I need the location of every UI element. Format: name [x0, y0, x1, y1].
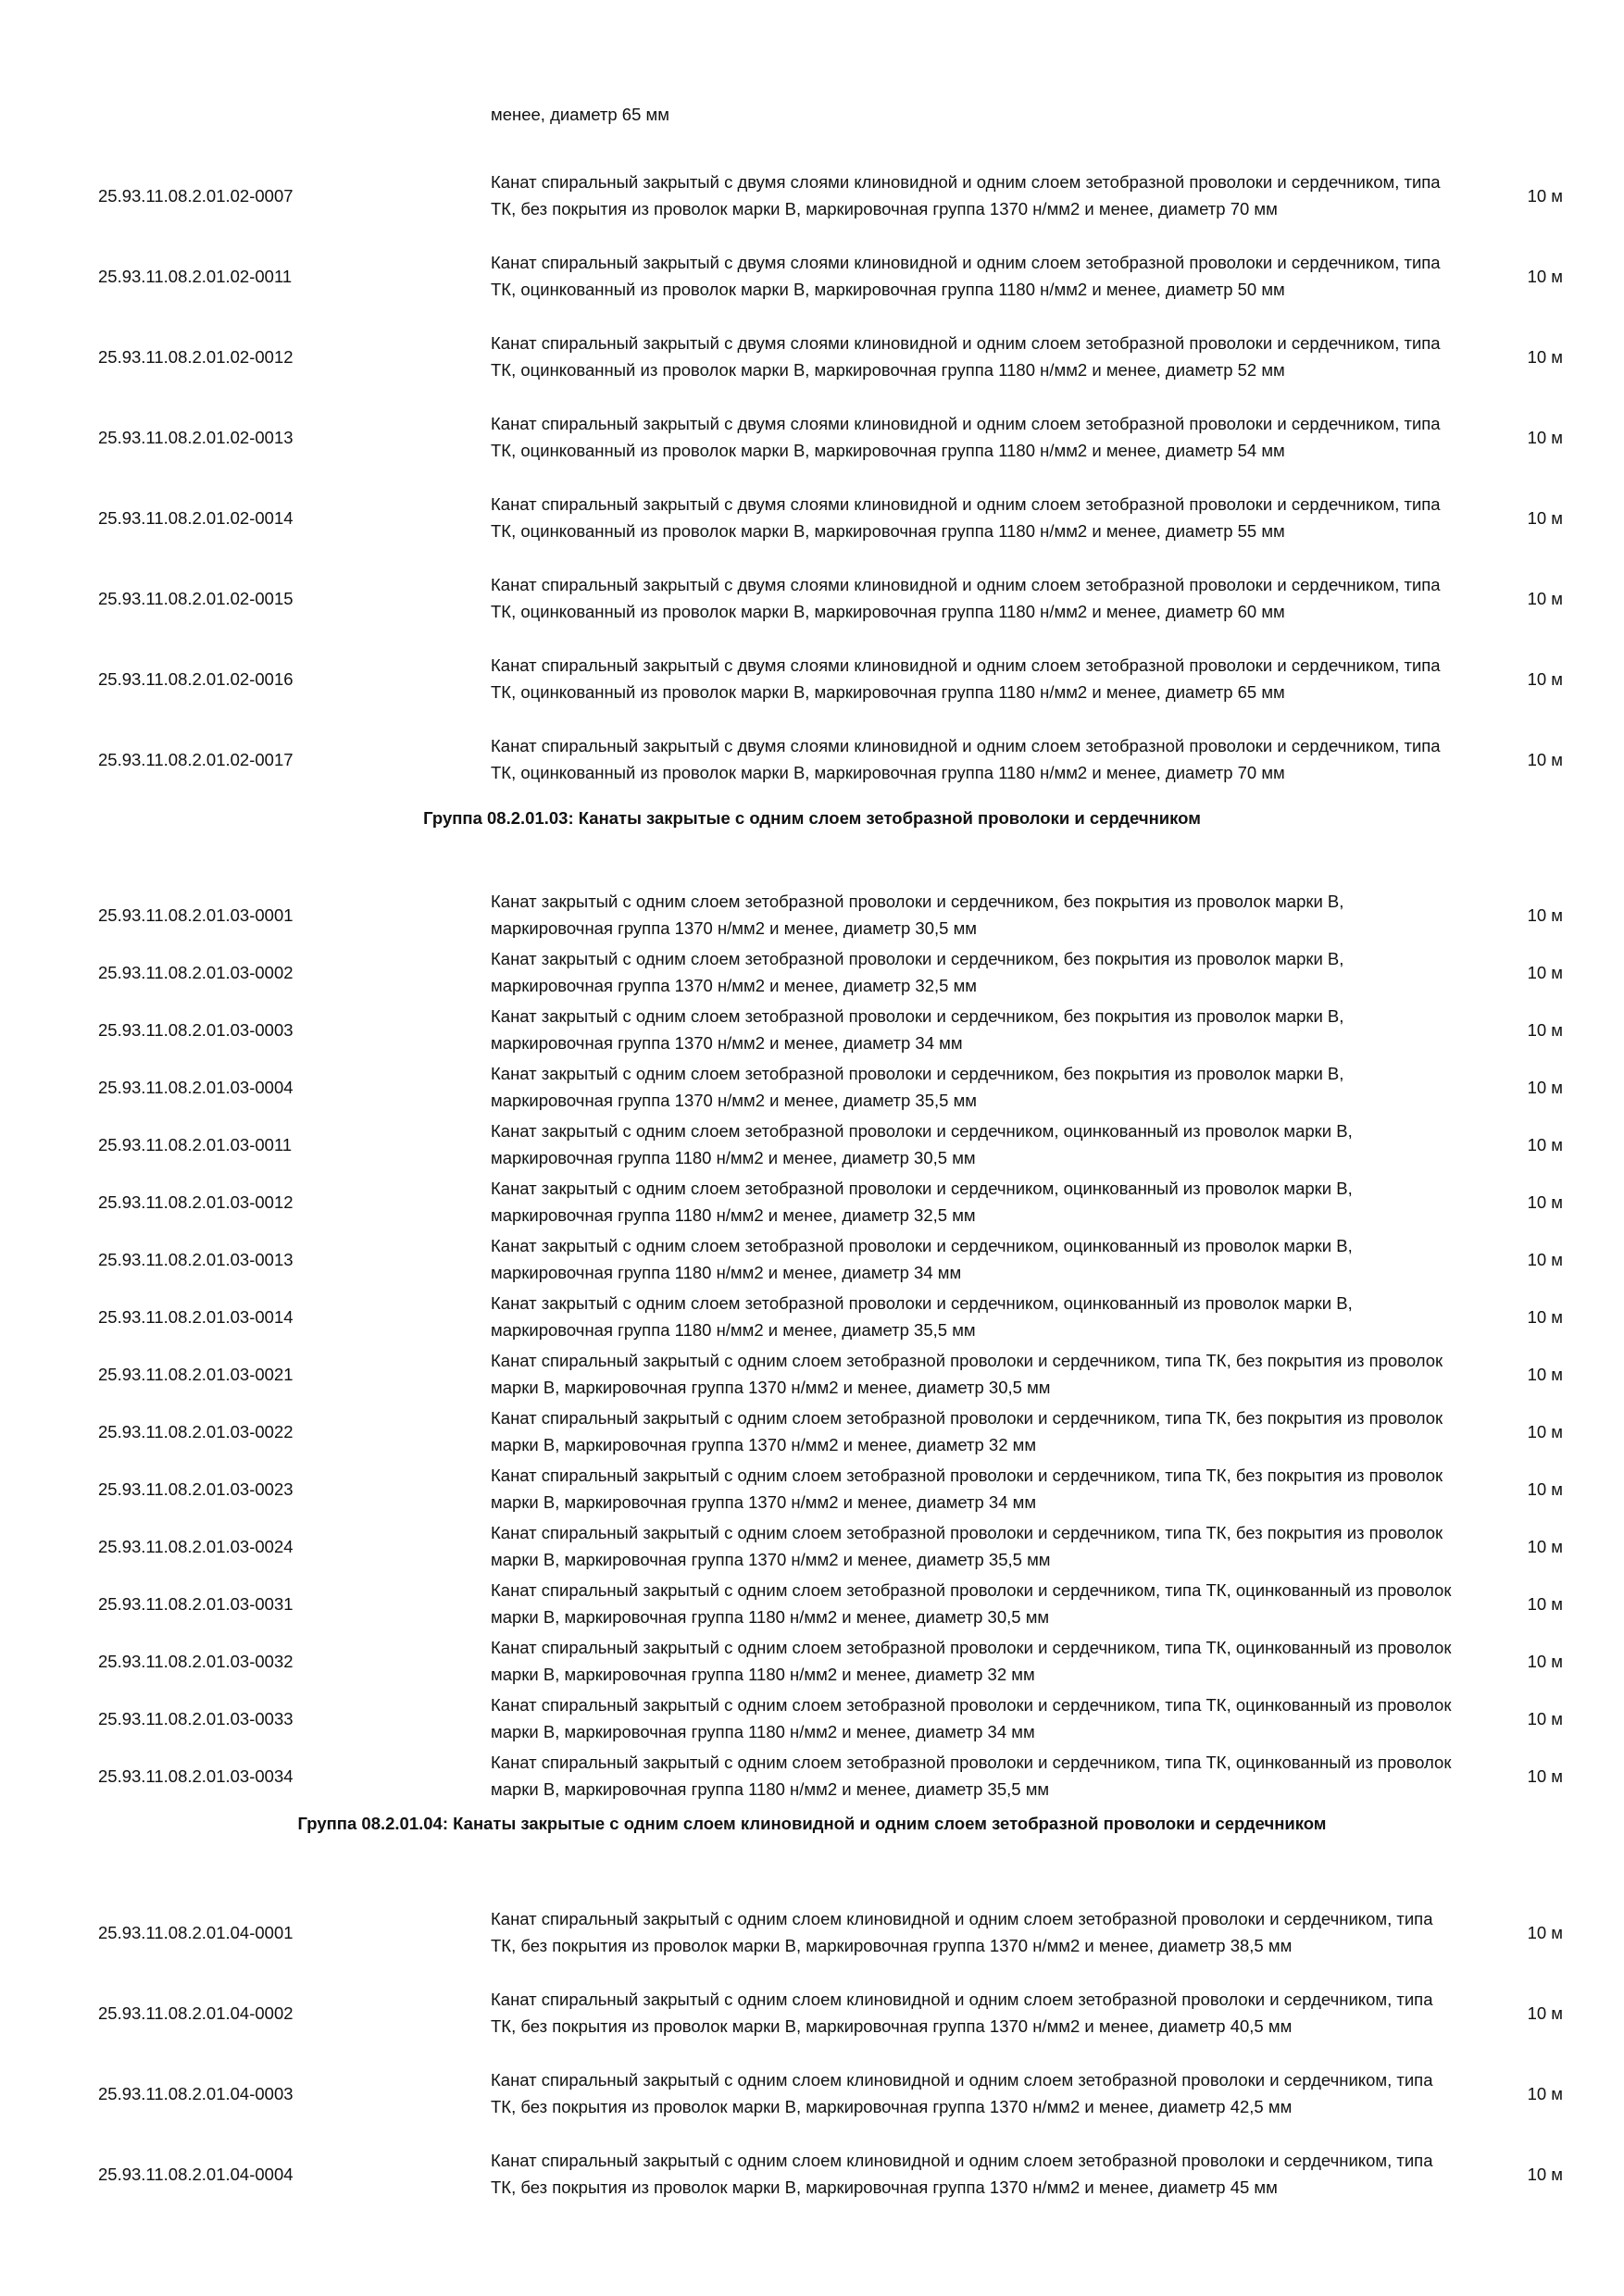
item-unit: 10 м: [1527, 1479, 1563, 1499]
table-row: [0, 1691, 1624, 1748]
item-description: [491, 1461, 1454, 1518]
item-code: 25.93.11.08.2.01.02-0014: [98, 507, 294, 528]
item-code: 25.93.11.08.2.01.02-0013: [98, 427, 294, 447]
table-row: [0, 1231, 1624, 1289]
item-description: [491, 1117, 1454, 1174]
item-unit: 10 м: [1527, 1922, 1563, 1942]
item-description: [491, 2053, 1454, 2134]
item-description: [491, 1059, 1454, 1117]
item-description: [491, 1404, 1454, 1461]
item-description: [491, 1231, 1454, 1289]
item-code: 25.93.11.08.2.01.02-0007: [98, 185, 294, 206]
table-row: [0, 1892, 1624, 1973]
item-description: [491, 1973, 1454, 2053]
item-description: [491, 1002, 1454, 1059]
item-unit: 10 м: [1527, 749, 1563, 769]
table-row: [0, 1289, 1624, 1346]
item-description-text: Канат спиральный закрытый с одним слоем зетобразной проволоки и сердечником, типа ТК, без покрытия из проволок марки В, маркировочная группа 1370 н/мм2 и менее, диаметр 30,5 мм: [491, 1351, 1443, 1397]
item-code: 25.93.11.08.2.01.03-0024: [98, 1537, 294, 1556]
item-description-text: Канат спиральный закрытый с одним слоем зетобразной проволоки и сердечником, типа ТК, без покрытия из проволок марки В, маркировочная группа 1370 н/мм2 и менее, диаметр 35,5 мм: [491, 1523, 1443, 1569]
item-description: [491, 944, 1454, 1002]
table-row: [0, 397, 1624, 478]
item-description-text: Канат закрытый с одним слоем зетобразной проволоки и сердечником, оцинкованный из проволок марки В, маркировочная группа 1180 н/мм2 и менее, диаметр 30,5 мм: [491, 1121, 1353, 1167]
item-description-text: Канат закрытый с одним слоем зетобразной проволоки и сердечником, без покрытия из проволок марки В, маркировочная группа 1370 н/мм2 и менее, диаметр 35,5 мм: [491, 1064, 1344, 1110]
item-description-text: Канат спиральный закрытый с двумя слоями клиновидной и одним слоем зетобразной проволоки и сердечником, типа ТК, оцинкованный из проволок марки В, маркировочная группа 1180 н/мм2 и менее, диаметр 70 мм: [491, 735, 1441, 782]
item-description: [491, 1518, 1454, 1576]
table-row: [0, 1117, 1624, 1174]
table-row: [0, 1518, 1624, 1576]
item-code: 25.93.11.08.2.01.03-0022: [98, 1422, 294, 1441]
item-unit: 10 м: [1527, 2164, 1563, 2184]
group-title: Группа 08.2.01.03: Канаты закрытые с одним слоем зетобразной проволоки и сердечником: [423, 808, 1201, 828]
item-description-text: Канат закрытый с одним слоем зетобразной проволоки и сердечником, без покрытия из проволок марки В, маркировочная группа 1370 н/мм2 и менее, диаметр 34 мм: [491, 1006, 1344, 1053]
item-description-text: Канат спиральный закрытый с двумя слоями клиновидной и одним слоем зетобразной проволоки и сердечником, типа ТК, оцинкованный из проволок марки В, маркировочная группа 1180 н/мм2 и менее, диаметр 55 мм: [491, 493, 1441, 541]
item-description-text: Канат закрытый с одним слоем зетобразной проволоки и сердечником, оцинкованный из проволок марки В, маркировочная группа 1180 н/мм2 и менее, диаметр 34 мм: [491, 1236, 1353, 1282]
item-unit: 10 м: [1527, 1537, 1563, 1556]
item-unit: 10 м: [1527, 1766, 1563, 1786]
group-heading: [0, 1805, 1624, 1892]
item-unit: 10 м: [1527, 2003, 1563, 2023]
item-code: 25.93.11.08.2.01.03-0011: [98, 1135, 293, 1154]
item-unit: 10 м: [1527, 1078, 1563, 1097]
item-code: 25.93.11.08.2.01.02-0012: [98, 346, 294, 367]
table-row: [0, 1002, 1624, 1059]
table-row: [0, 558, 1624, 639]
group-heading: [0, 800, 1624, 887]
item-unit: 10 м: [1527, 963, 1563, 982]
item-description-text: Канат спиральный закрытый с одним слоем клиновидной и одним слоем зетобразной проволоки и сердечником, типа ТК, без покрытия из проволок марки В, маркировочная группа 1370 н/мм2 и менее, диаметр 38,5 мм: [491, 1908, 1433, 1955]
table-row: [0, 1633, 1624, 1691]
item-unit: 10 м: [1527, 1192, 1563, 1212]
item-description: [491, 156, 1454, 236]
item-unit: 10 м: [1527, 185, 1563, 206]
table-row: [0, 236, 1624, 317]
item-unit: 10 м: [1527, 346, 1563, 367]
item-description: [491, 1174, 1454, 1231]
item-unit: 10 м: [1527, 1422, 1563, 1441]
table-row: [0, 1404, 1624, 1461]
item-code: 25.93.11.08.2.01.02-0011: [98, 266, 293, 286]
table-row: [0, 944, 1624, 1002]
item-description: [491, 1892, 1454, 1973]
item-description-text: Канат спиральный закрытый с одним слоем зетобразной проволоки и сердечником, типа ТК, оцинкованный из проволок марки В, маркировочная группа 1180 н/мм2 и менее, диаметр 32 мм: [491, 1638, 1452, 1684]
item-code: 25.93.11.08.2.01.03-0014: [98, 1307, 294, 1327]
item-code: 25.93.11.08.2.01.03-0003: [98, 1020, 294, 1040]
item-unit: 10 м: [1527, 1709, 1563, 1728]
item-description: [491, 236, 1454, 317]
item-unit: 10 м: [1527, 427, 1563, 447]
item-code: 25.93.11.08.2.01.04-0001: [98, 1922, 294, 1942]
item-unit: 10 м: [1527, 1365, 1563, 1384]
item-description: [491, 719, 1454, 800]
item-description: [491, 2134, 1454, 2215]
item-description: [491, 1748, 1454, 1805]
table-row: [0, 1576, 1624, 1633]
price-list: [0, 156, 1624, 2215]
item-code: 25.93.11.08.2.01.03-0023: [98, 1479, 294, 1499]
item-unit: 10 м: [1527, 1250, 1563, 1269]
table-row: [0, 1059, 1624, 1117]
item-code: 25.93.11.08.2.01.03-0031: [98, 1594, 294, 1614]
table-row: [0, 887, 1624, 944]
item-description-text: Канат спиральный закрытый с одним слоем зетобразной проволоки и сердечником, типа ТК, без покрытия из проволок марки В, маркировочная группа 1370 н/мм2 и менее, диаметр 32 мм: [491, 1408, 1443, 1454]
item-description-text: Канат спиральный закрытый с одним слоем клиновидной и одним слоем зетобразной проволоки и сердечником, типа ТК, без покрытия из проволок марки В, маркировочная группа 1370 н/мм2 и менее, диаметр 45 мм: [491, 2150, 1433, 2197]
continuation-text: менее, диаметр 65 мм: [491, 105, 669, 124]
item-code: 25.93.11.08.2.01.03-0013: [98, 1250, 294, 1269]
item-description-text: Канат спиральный закрытый с двумя слоями клиновидной и одним слоем зетобразной проволоки и сердечником, типа ТК, без покрытия из проволок марки В, маркировочная группа 1370 н/мм2 и менее, диаметр 70 мм: [491, 171, 1441, 218]
item-description-text: Канат спиральный закрытый с двумя слоями клиновидной и одним слоем зетобразной проволоки и сердечником, типа ТК, оцинкованный из проволок марки В, маркировочная группа 1180 н/мм2 и менее, диаметр 50 мм: [491, 252, 1441, 299]
item-unit: 10 м: [1527, 1020, 1563, 1040]
item-code: 25.93.11.08.2.01.03-0012: [98, 1192, 294, 1212]
item-description-text: Канат закрытый с одним слоем зетобразной проволоки и сердечником, без покрытия из проволок марки В, маркировочная группа 1370 н/мм2 и менее, диаметр 32,5 мм: [491, 949, 1344, 995]
item-code: 25.93.11.08.2.01.02-0016: [98, 668, 294, 689]
item-description-text: Канат закрытый с одним слоем зетобразной проволоки и сердечником, оцинкованный из проволок марки В, маркировочная группа 1180 н/мм2 и менее, диаметр 35,5 мм: [491, 1293, 1353, 1340]
table-row: [0, 2053, 1624, 2134]
table-row: [0, 1346, 1624, 1404]
item-code: 25.93.11.08.2.01.03-0004: [98, 1078, 294, 1097]
item-description: [491, 1346, 1454, 1404]
item-description: [491, 1576, 1454, 1633]
table-row: [0, 719, 1624, 800]
item-description-text: Канат спиральный закрытый с одним слоем зетобразной проволоки и сердечником, типа ТК, оцинкованный из проволок марки В, маркировочная группа 1180 н/мм2 и менее, диаметр 34 мм: [491, 1695, 1452, 1741]
item-unit: 10 м: [1527, 2083, 1563, 2103]
item-unit: 10 м: [1527, 905, 1563, 925]
item-description: [491, 639, 1454, 719]
item-unit: 10 м: [1527, 266, 1563, 286]
item-description-text: Канат спиральный закрытый с одним слоем клиновидной и одним слоем зетобразной проволоки и сердечником, типа ТК, без покрытия из проволок марки В, маркировочная группа 1370 н/мм2 и менее, диаметр 40,5 мм: [491, 1989, 1433, 2036]
item-description-text: Канат спиральный закрытый с двумя слоями клиновидной и одним слоем зетобразной проволоки и сердечником, типа ТК, оцинкованный из проволок марки В, маркировочная группа 1180 н/мм2 и менее, диаметр 65 мм: [491, 655, 1441, 702]
table-row: [0, 2134, 1624, 2215]
item-unit: 10 м: [1527, 668, 1563, 689]
item-description: [491, 887, 1454, 944]
table-row: [0, 1748, 1624, 1805]
item-code: 25.93.11.08.2.01.04-0002: [98, 2003, 294, 2023]
table-row: [0, 1174, 1624, 1231]
table-row: [0, 317, 1624, 397]
item-code: 25.93.11.08.2.01.03-0032: [98, 1652, 294, 1671]
table-row: [0, 156, 1624, 236]
item-description-text: Канат спиральный закрытый с двумя слоями клиновидной и одним слоем зетобразной проволоки и сердечником, типа ТК, оцинкованный из проволок марки В, маркировочная группа 1180 н/мм2 и менее, диаметр 60 мм: [491, 574, 1441, 621]
item-description: [491, 1691, 1454, 1748]
item-code: 25.93.11.08.2.01.03-0001: [98, 905, 294, 925]
item-code: 25.93.11.08.2.01.02-0015: [98, 588, 294, 608]
item-code: 25.93.11.08.2.01.03-0002: [98, 963, 294, 982]
item-description: [491, 397, 1454, 478]
item-description-text: Канат спиральный закрытый с одним слоем зетобразной проволоки и сердечником, типа ТК, оцинкованный из проволок марки В, маркировочная группа 1180 н/мм2 и менее, диаметр 30,5 мм: [491, 1580, 1452, 1627]
table-row: [0, 1973, 1624, 2053]
item-description-text: Канат закрытый с одним слоем зетобразной проволоки и сердечником, оцинкованный из проволок марки В, маркировочная группа 1180 н/мм2 и менее, диаметр 32,5 мм: [491, 1179, 1353, 1225]
item-unit: 10 м: [1527, 1652, 1563, 1671]
item-unit: 10 м: [1527, 507, 1563, 528]
item-description: [491, 1633, 1454, 1691]
table-row: [0, 1461, 1624, 1518]
item-code: 25.93.11.08.2.01.03-0033: [98, 1709, 294, 1728]
item-unit: 10 м: [1527, 588, 1563, 608]
item-description-text: Канат спиральный закрытый с двумя слоями клиновидной и одним слоем зетобразной проволоки и сердечником, типа ТК, оцинкованный из проволок марки В, маркировочная группа 1180 н/мм2 и менее, диаметр 54 мм: [491, 413, 1441, 460]
item-description-text: Канат спиральный закрытый с одним слоем зетобразной проволоки и сердечником, типа ТК, без покрытия из проволок марки В, маркировочная группа 1370 н/мм2 и менее, диаметр 34 мм: [491, 1466, 1443, 1512]
table-row: [0, 639, 1624, 719]
group-title: Группа 08.2.01.04: Канаты закрытые с одним слоем клиновидной и одним слоем зетобразной проволоки и сердечником: [297, 1814, 1327, 1833]
item-code: 25.93.11.08.2.01.03-0021: [98, 1365, 294, 1384]
item-description: [491, 317, 1454, 397]
item-code: 25.93.11.08.2.01.04-0003: [98, 2083, 294, 2103]
item-description-text: Канат спиральный закрытый с двумя слоями клиновидной и одним слоем зетобразной проволоки и сердечником, типа ТК, оцинкованный из проволок марки В, маркировочная группа 1180 н/мм2 и менее, диаметр 52 мм: [491, 332, 1441, 380]
item-description: [491, 1289, 1454, 1346]
item-code: 25.93.11.08.2.01.04-0004: [98, 2164, 294, 2184]
item-description-text: Канат спиральный закрытый с одним слоем зетобразной проволоки и сердечником, типа ТК, оцинкованный из проволок марки В, маркировочная группа 1180 н/мм2 и менее, диаметр 35,5 мм: [491, 1753, 1452, 1799]
item-code: 25.93.11.08.2.01.02-0017: [98, 749, 294, 769]
item-description: [491, 478, 1454, 558]
table-row: [0, 478, 1624, 558]
item-unit: 10 м: [1527, 1135, 1563, 1154]
item-description: [491, 558, 1454, 639]
item-unit: 10 м: [1527, 1594, 1563, 1614]
item-description-text: Канат спиральный закрытый с одним слоем клиновидной и одним слоем зетобразной проволоки и сердечником, типа ТК, без покрытия из проволок марки В, маркировочная группа 1370 н/мм2 и менее, диаметр 42,5 мм: [491, 2069, 1433, 2116]
item-code: 25.93.11.08.2.01.03-0034: [98, 1766, 294, 1786]
item-unit: 10 м: [1527, 1307, 1563, 1327]
item-description-text: Канат закрытый с одним слоем зетобразной проволоки и сердечником, без покрытия из проволок марки В, маркировочная группа 1370 н/мм2 и менее, диаметр 30,5 мм: [491, 892, 1344, 938]
